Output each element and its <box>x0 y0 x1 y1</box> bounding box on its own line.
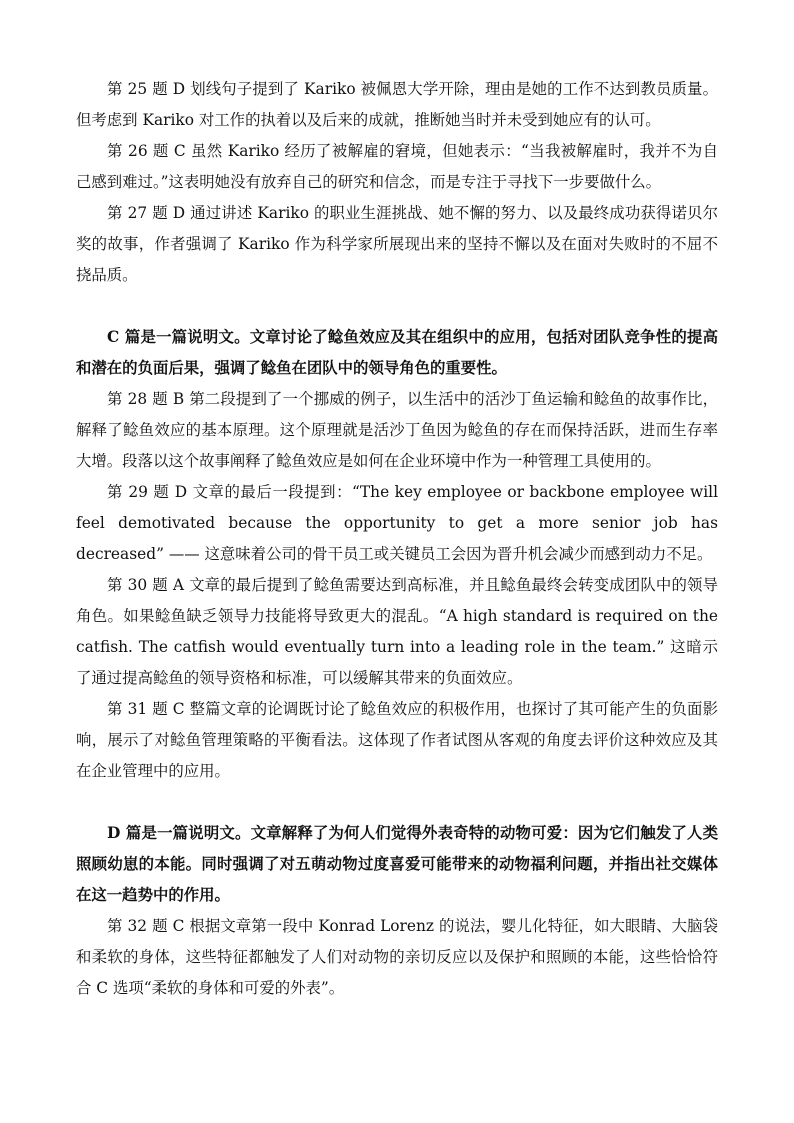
answer-q30: 第 30 题 A 文章的最后提到了鲶鱼需要达到高标准，并且鲶鱼最终会转变成团队中的领导角色。如果鲶鱼缺乏领导力技能将导致更大的混乱。“A high standard is required on the catfish. The catfish would eventually turn into a leading role in the team.” 这暗示了通过提高鲶鱼的领导资格和标准，可以缓解其带来的负面效应。 <box>76 576 718 687</box>
answer-q27: 第 27 题 D 通过讲述 Kariko 的职业生涯挑战、她不懈的努力、以及最终成功获得诺贝尔奖的故事，作者强调了 Kariko 作为科学家所展现出来的坚持不懈以及在面对失败时的不屈不挠品质。 <box>76 204 718 284</box>
answer-q32: 第 32 题 C 根据文章第一段中 Konrad Lorenz 的说法，婴儿化特征，如大眼睛、大脑袋和柔软的身体，这些特征都触发了人们对动物的亲切反应以及保护和照顾的本能，这些恰恰符合 C 选项“柔软的身体和可爱的外表”。 <box>76 917 718 997</box>
answer-q29: 第 29 题 D 文章的最后一段提到：“The key employee or backbone employee will feel demotivated because the opportunity to get a more senior job has decreased” —— 这意味着公司的骨干员工或关键员工会因为晋升机会减少而感到动力不足。 <box>76 483 718 563</box>
answer-q28: 第 28 题 B 第二段提到了一个挪威的例子，以生活中的活沙丁鱼运输和鲶鱼的故事作比，解释了鲶鱼效应的基本原理。这个原理就是活沙丁鱼因为鲶鱼的存在而保持活跃，进而生存率大增。段落以这个故事阐释了鲶鱼效应是如何在企业环境中作为一种管理工具使用的。 <box>76 390 718 470</box>
answer-q25: 第 25 题 D 划线句子提到了 Kariko 被佩恩大学开除，理由是她的工作不达到教员质量。但考虑到 Kariko 对工作的执着以及后来的成就，推断她当时并未受到她应有的认可。 <box>76 80 718 129</box>
section-gap <box>76 787 718 818</box>
passage-d-summary: D 篇是一篇说明文。文章解释了为何人们觉得外表奇特的动物可爱：因为它们触发了人类照顾幼崽的本能。同时强调了对五萌动物过度喜爱可能带来的动物福利问题，并指出社交媒体在这一趋势中的作用。 <box>76 824 718 904</box>
passage-c-summary: C 篇是一篇说明文。文章讨论了鲶鱼效应及其在组织中的应用，包括对团队竞争性的提高和潜在的负面后果，强调了鲶鱼在团队中的领导角色的重要性。 <box>76 328 718 377</box>
answer-q31: 第 31 题 C 整篇文章的论调既讨论了鲶鱼效应的积极作用，也探讨了其可能产生的负面影响，展示了对鲶鱼管理策略的平衡看法。这体现了作者试图从客观的角度去评价这种效应及其在企业管理中的应用。 <box>76 700 718 780</box>
answer-q26: 第 26 题 C 虽然 Kariko 经历了被解雇的窘境，但她表示：“当我被解雇时，我并不为自己感到难过。”这表明她没有放弃自己的研究和信念，而是专注于寻找下一步要做什么。 <box>76 142 718 191</box>
section-gap <box>76 291 718 322</box>
